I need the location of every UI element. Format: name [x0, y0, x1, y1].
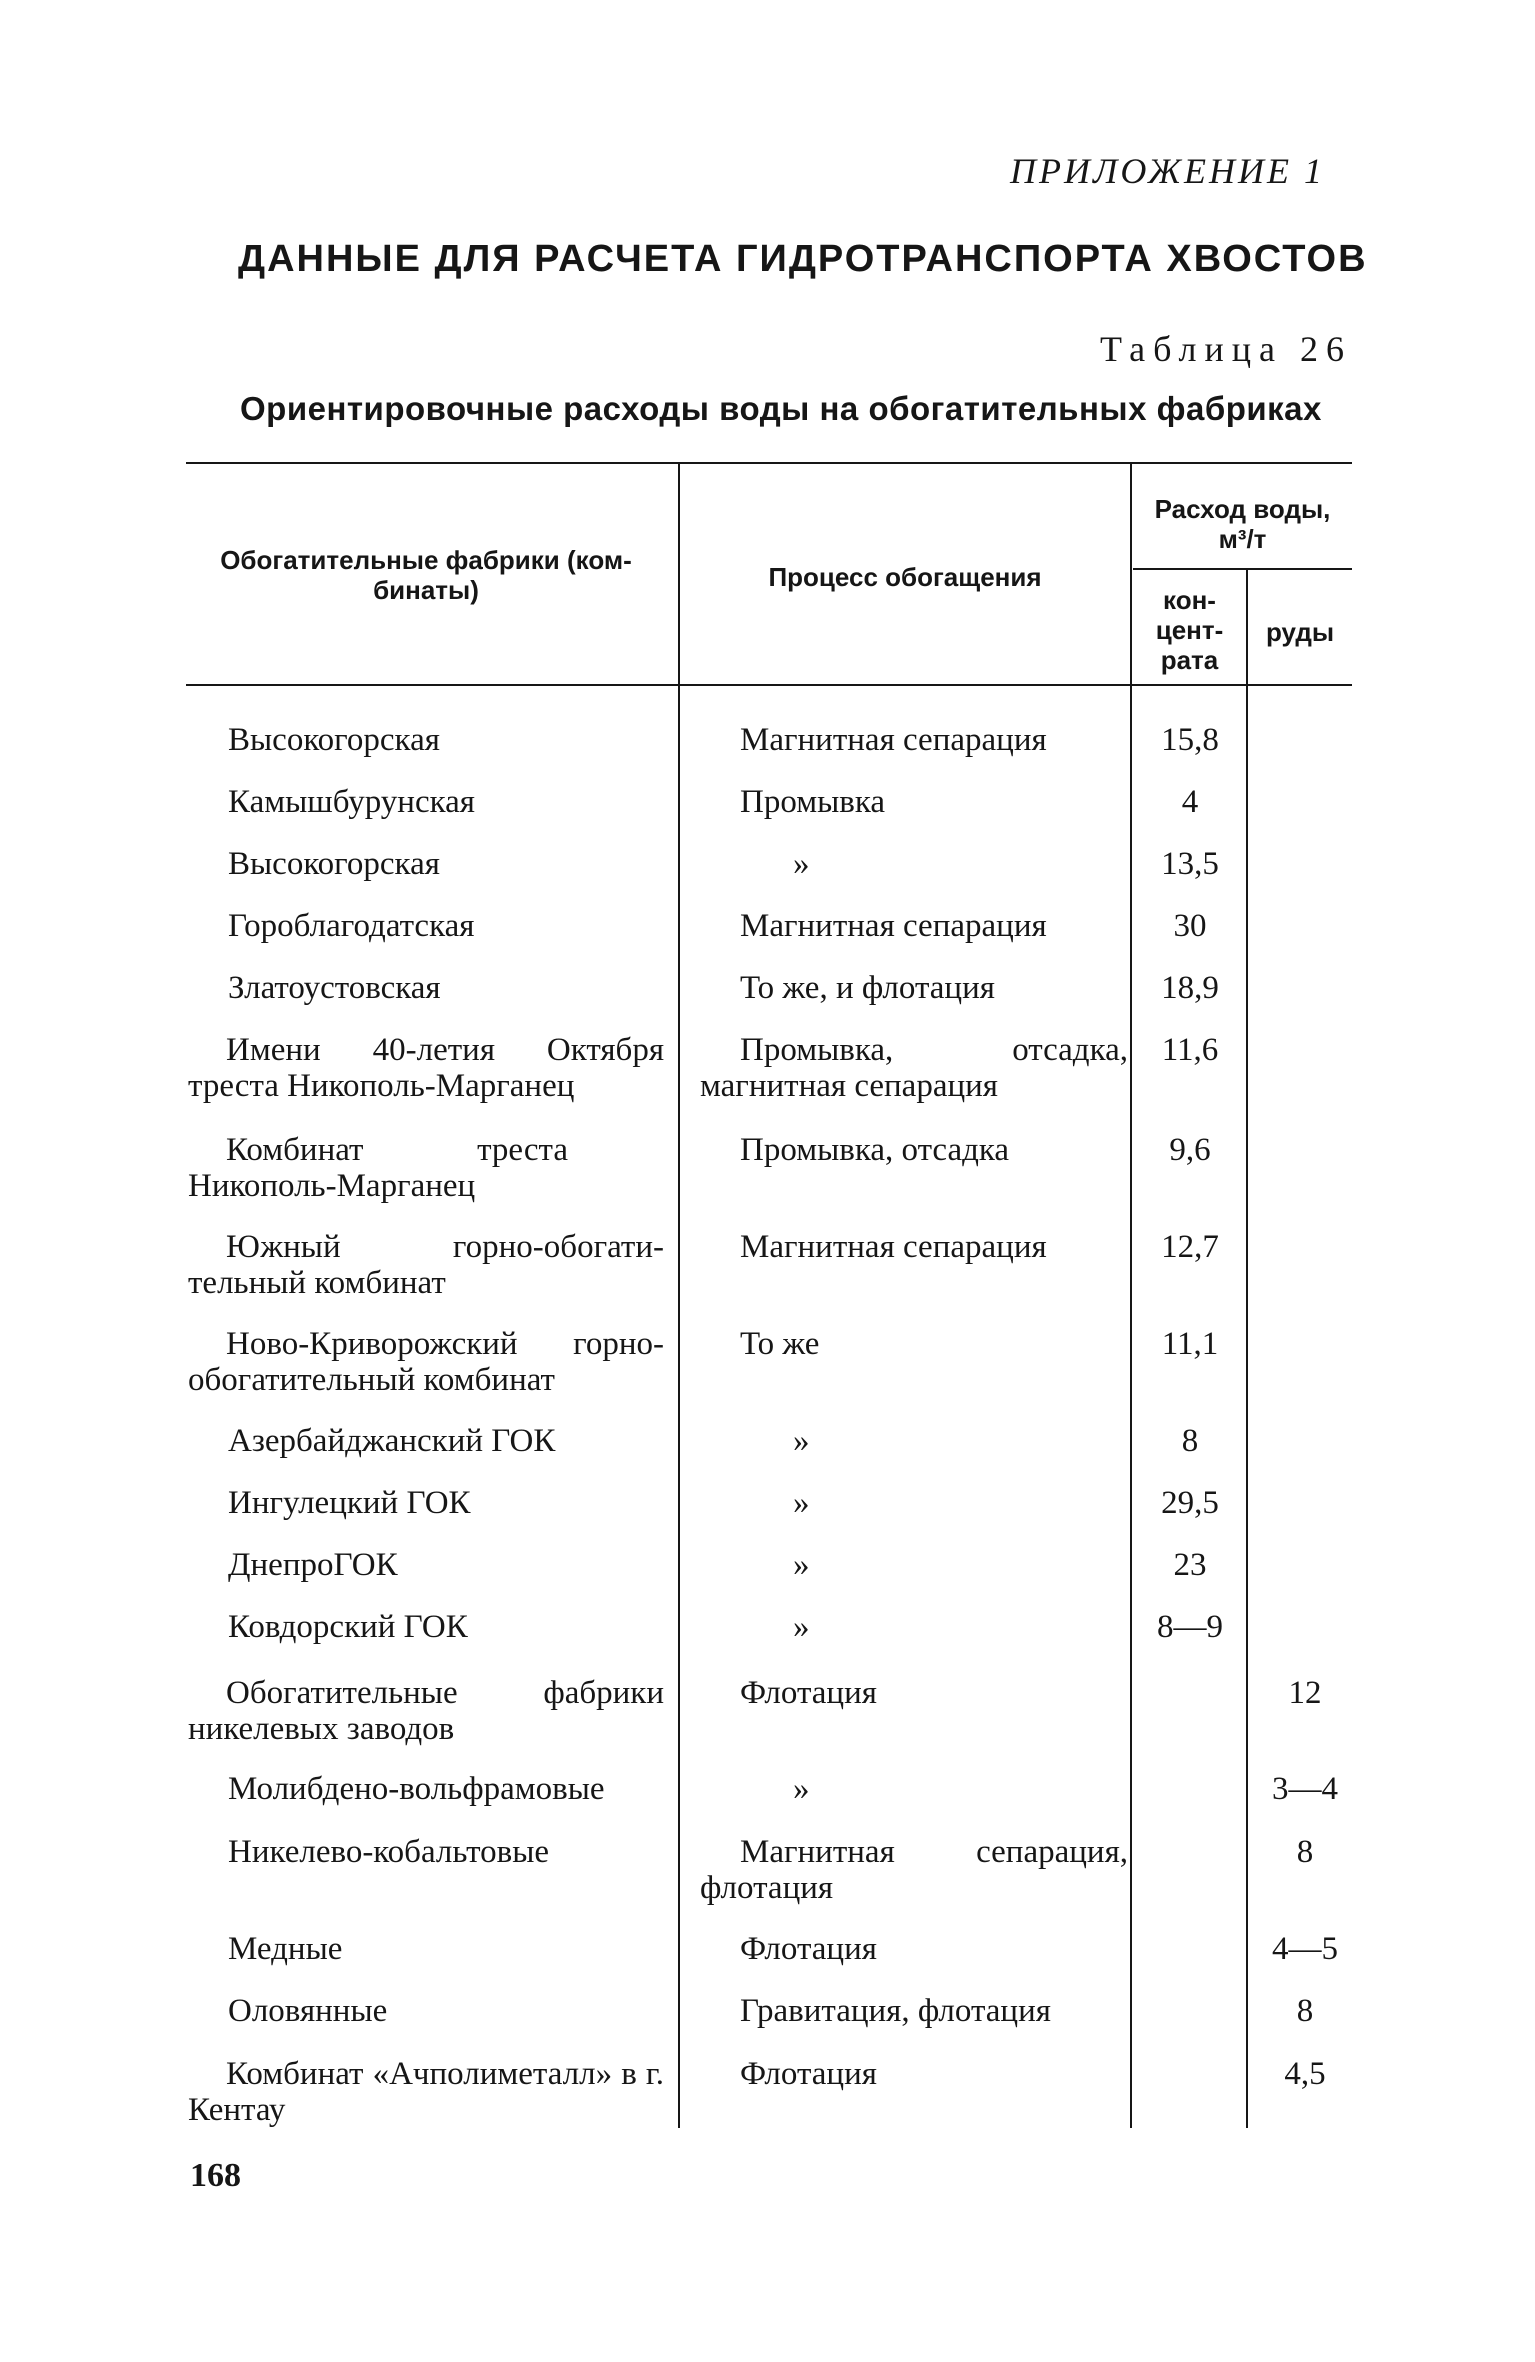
column-divider-2 — [1130, 462, 1132, 2128]
table-row-name: Высокогорская — [228, 846, 440, 882]
header-concentrate: кон- цент- рата — [1155, 585, 1224, 675]
table-row-name: Оловянные — [228, 1993, 388, 2029]
table-row-name: Азербайджанский ГОК — [228, 1423, 556, 1459]
appendix-label: ПРИЛОЖЕНИЕ 1 — [1010, 151, 1325, 191]
table-row-name: Молибдено-вольфрамовые — [228, 1771, 605, 1807]
table-row-name: ДнепроГОК — [228, 1547, 398, 1583]
table-row-ore: 8 — [1296, 1834, 1314, 1870]
table-row-concentrate: 29,5 — [1161, 1485, 1219, 1521]
header-water-consumption: Расход воды, м³/т — [1154, 494, 1331, 554]
table-row-ore: 3—4 — [1272, 1771, 1338, 1807]
table-row-process: То же — [740, 1326, 820, 1362]
table-row-process: » — [793, 1609, 810, 1645]
table-row-process: Промывка — [740, 784, 886, 820]
table-row-concentrate: 8—9 — [1157, 1609, 1223, 1645]
table-row-concentrate: 8 — [1181, 1423, 1199, 1459]
table-row-process: » — [793, 1547, 810, 1583]
header-plants: Обогатительные фабрики (ком- бинаты) — [220, 545, 632, 605]
table-row-process: Магнитная сепарация — [740, 722, 1047, 758]
table-row-process: Магнитная сепарация — [740, 908, 1047, 944]
table-row-concentrate: 13,5 — [1161, 846, 1219, 882]
table-row-ore: 12 — [1288, 1675, 1322, 1711]
table-row-process: » — [793, 1771, 810, 1807]
table-row-process: Промывка, отсадка, магнитная сепарация — [700, 1032, 1128, 1104]
table-row-concentrate: 11,1 — [1161, 1326, 1219, 1362]
column-divider-1 — [678, 462, 680, 2128]
water-header-rule — [1133, 568, 1352, 570]
table-row-ore: 8 — [1296, 1993, 1314, 2029]
table-row-process: » — [793, 846, 810, 882]
table-row-ore: 4,5 — [1284, 2056, 1326, 2092]
table-row-process: Флотация — [740, 1675, 877, 1711]
header-process: Процесс обогащения — [768, 562, 1042, 592]
header-ore: руды — [1265, 617, 1335, 647]
table-row-process: Флотация — [740, 1931, 877, 1967]
table-row-concentrate: 4 — [1181, 784, 1199, 820]
table-row-name: Ковдорский ГОК — [228, 1609, 468, 1645]
table-row-name: Высокогорская — [228, 722, 440, 758]
table-row-name: Никелево-кобальтовые — [228, 1834, 550, 1870]
table-row-concentrate: 11,6 — [1161, 1032, 1219, 1068]
table-row-concentrate: 18,9 — [1161, 970, 1219, 1006]
table-row-name: Ново-Криворожский горно-обогатительный комбинат — [188, 1326, 664, 1398]
table-row-name: Имени 40-летия Октября треста Никополь-Марганец — [188, 1032, 664, 1104]
table-row-process: Флотация — [740, 2056, 877, 2092]
table-row-name: Гороблагодатская — [228, 908, 475, 944]
table-row-process: Гравитация, флотация — [740, 1993, 1051, 2029]
page-title: ДАННЫЕ ДЛЯ РАСЧЕТА ГИДРОТРАНСПОРТА ХВОСТОВ — [238, 238, 1368, 280]
table-row-name: Комбинат «Ачполиметалл» в г. Кентау — [188, 2056, 664, 2128]
table-row-ore: 4—5 — [1272, 1931, 1338, 1967]
table-row-name: Обогатительные фабрики никелевых заводов — [188, 1675, 664, 1747]
table-row-name: Камышбурунская — [228, 784, 475, 820]
table-row-name: Златоустовская — [228, 970, 441, 1006]
table-row-concentrate: 9,6 — [1169, 1132, 1211, 1168]
header-bottom-rule — [186, 684, 1352, 686]
table-row-process: То же, и флотация — [740, 970, 995, 1006]
table-row-concentrate: 12,7 — [1161, 1229, 1219, 1265]
table-row-process: Промывка, отсадка — [740, 1132, 1010, 1168]
table-row-process: Магнитная сепарация — [740, 1229, 1047, 1265]
table-row-concentrate: 30 — [1173, 908, 1207, 944]
table-row-name: Южный горно-обогатительный комбинат — [188, 1229, 664, 1301]
table-row-name: Комбинат треста Никополь-Марганец — [188, 1132, 568, 1204]
table-row-name: Медные — [228, 1931, 343, 1967]
table-row-process: » — [793, 1423, 810, 1459]
table-top-rule — [186, 462, 1352, 464]
table-number: Таблица 26 — [1100, 329, 1352, 369]
table-caption: Ориентировочные расходы воды на обогатительных фабриках — [240, 390, 1322, 427]
table-row-process: Магнитная сепарация, флотация — [700, 1834, 1128, 1906]
page-number: 168 — [190, 2157, 241, 2194]
table-row-name: Ингулецкий ГОК — [228, 1485, 471, 1521]
table-row-concentrate: 15,8 — [1161, 722, 1219, 758]
table-row-concentrate: 23 — [1173, 1547, 1207, 1583]
table-row-process: » — [793, 1485, 810, 1521]
